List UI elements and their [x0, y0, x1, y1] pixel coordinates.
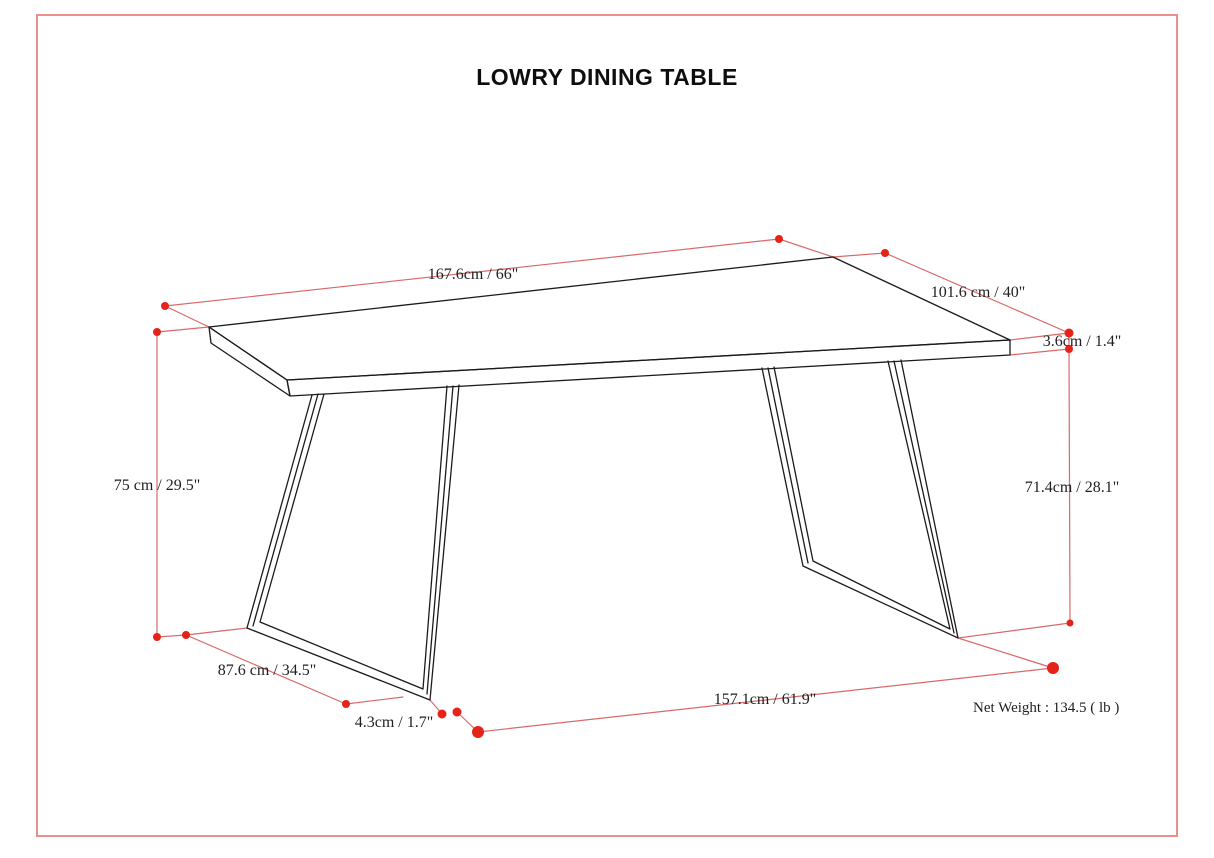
table-drawing: [209, 257, 1010, 700]
dimension-label-height-overall: 75 cm / 29.5": [113, 477, 201, 494]
right-leg-rear-blade-edge: [894, 361, 954, 633]
dimension-label-base-span: 157.1cm / 61.9": [713, 691, 817, 708]
dimension-lines: [157, 239, 1070, 732]
left-leg-front-blade-edge: [253, 394, 318, 626]
dimension-label-foot-length: 87.6 cm / 34.5": [217, 662, 317, 679]
dimension-labels: [114, 266, 1122, 731]
dimension-dot: [438, 710, 447, 719]
page-title: LOWRY DINING TABLE: [476, 64, 738, 90]
dimension-dot: [472, 726, 484, 738]
left-leg-outer: [247, 385, 459, 700]
tabletop-front-face: [287, 340, 1010, 396]
left-leg-rear-blade-edge: [427, 386, 453, 694]
dimension-label-top-thickness: 3.6cm / 1.4": [1042, 333, 1122, 350]
dimension-dot: [453, 708, 462, 717]
dimension-dot: [153, 633, 161, 641]
dimension-dot: [775, 235, 783, 243]
dimension-dot: [161, 302, 169, 310]
dimension-dot: [342, 700, 350, 708]
dimension-dot: [881, 249, 889, 257]
dimension-dot: [153, 328, 161, 336]
dimension-label-top-depth: 101.6 cm / 40": [930, 284, 1026, 301]
right-leg-front-blade-edge: [768, 368, 808, 563]
dimension-dot: [182, 631, 190, 639]
net-weight-label: Net Weight : 134.5 ( lb ): [973, 700, 1120, 716]
dimension-label-leg-thickness: 4.3cm / 1.7": [354, 714, 434, 731]
dimension-label-top-length: 167.6cm / 66": [427, 266, 519, 283]
dimension-dot: [1047, 662, 1059, 674]
dimension-label-height-underside: 71.4cm / 28.1": [1024, 479, 1120, 496]
right-leg-outer: [762, 360, 958, 638]
tabletop-left-end-face: [209, 327, 290, 396]
dimension-dot: [1067, 620, 1074, 627]
